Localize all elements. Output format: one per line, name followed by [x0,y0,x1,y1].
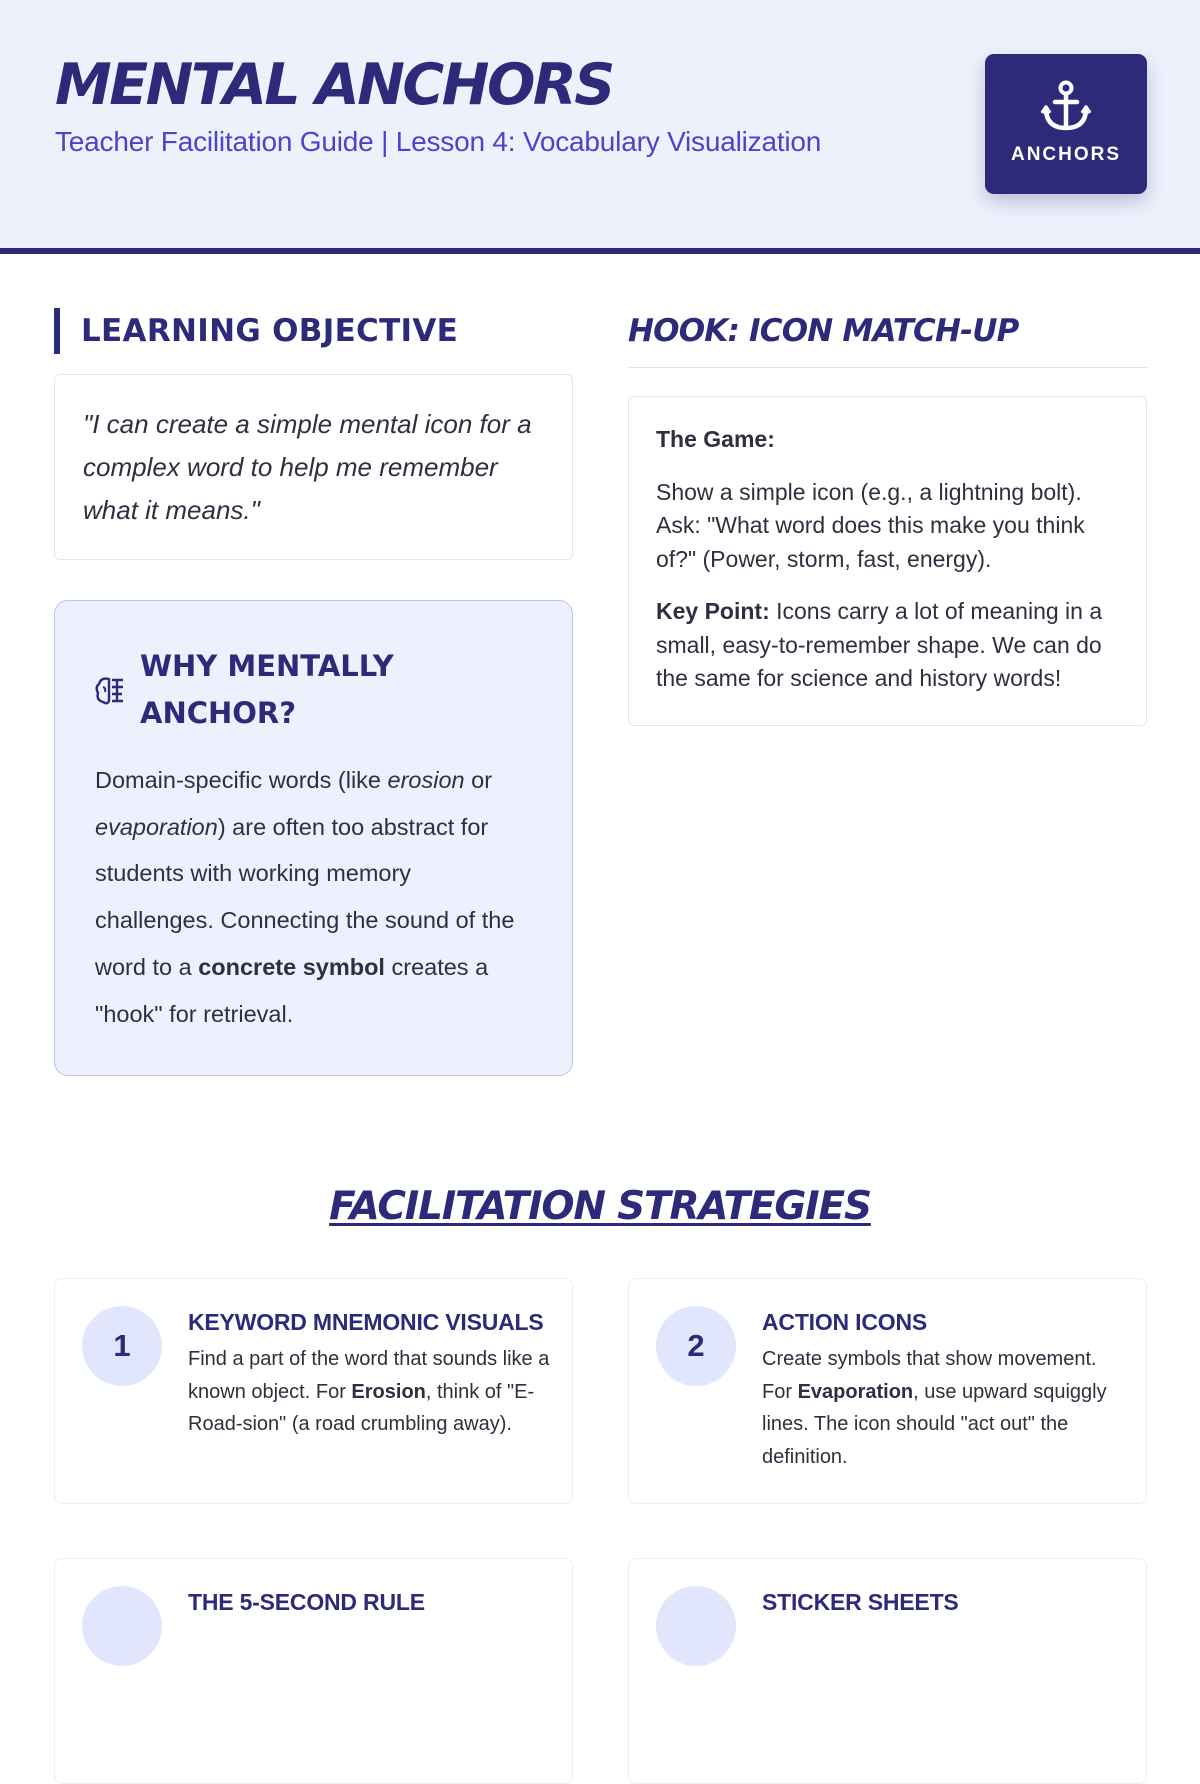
learning-objective-heading: LEARNING OBJECTIVE [54,308,574,354]
why-body-text: ) are often too abstract for students with working memory challenges. Connecting the sound of the word to a [95,813,515,980]
hook-box [628,396,1147,726]
page-header [0,0,1200,254]
why-anchor-box [54,600,573,1076]
objective-quote-box [54,374,573,560]
key-point-label: Key Point: [656,598,770,624]
why-body-term-erosion: erosion [387,767,465,793]
anchors-badge [985,54,1147,194]
strategy-title: KEYWORD MNEMONIC VISUALS [188,1309,544,1335]
brain-icon [95,675,125,707]
strategy-number: 2 [656,1306,736,1386]
strategy-number [656,1586,736,1666]
why-body-emphasis: concrete symbol [198,953,385,980]
strategy-text: , think of "E-Road-sion" (a road crumbling away). [188,1380,535,1435]
hook-heading: HOOK: ICON MATCH-UP [628,308,1148,368]
strategy-card [54,1558,573,1784]
page-title: MENTAL ANCHORS [55,52,613,118]
strategy-card [54,1278,573,1504]
strategy-title: ACTION ICONS [762,1309,927,1335]
strategy-body [762,1343,1124,1473]
strategies-heading: FACILITATION STRATEGIES [329,1184,871,1229]
strategy-text: , use upward squiggly lines. The icon should "act out" the definition. [762,1380,1107,1468]
why-anchor-title: WHY MENTALLY ANCHOR? [140,649,394,730]
strategy-card [628,1558,1147,1784]
anchor-icon [1041,80,1091,134]
objective-quote: "I can create a simple mental icon for a complex word to help me remember what it means." [83,409,532,525]
strategy-number [82,1586,162,1666]
why-body-term-evaporation: evaporation [95,813,218,840]
strategy-term: Erosion [351,1380,426,1403]
why-body-text: or [464,767,493,793]
strategy-title: THE 5-SECOND RULE [188,1589,425,1615]
strategy-body [188,1343,550,1441]
strategy-card [628,1278,1147,1504]
strategy-text: Find a part of the word that sounds like a known object. For [188,1348,550,1403]
strategy-title: STICKER SHEETS [762,1589,959,1615]
page-subtitle: Teacher Facilitation Guide | Lesson 4: Vocabulary Visualization [55,126,822,157]
why-anchor-body [95,757,535,1037]
why-body-text: creates a "hook" for retrieval. [95,953,489,1027]
key-point-text: Icons carry a lot of meaning in a small, easy-to-remember shape. We can do the same for science and history words! [656,598,1103,691]
badge-label: ANCHORS [1010,144,1122,165]
strategy-term: Evaporation [797,1380,914,1403]
game-text: Show a simple icon (e.g., a lightning bolt). Ask: "What word does this make you think of?" (Power, storm, fast, energy). [656,478,1085,572]
key-point [656,595,1118,696]
game-label: The Game: [656,426,775,452]
strategy-number: 1 [82,1306,162,1386]
why-body-text: Domain-specific words (like [95,767,388,793]
strategy-text: Create symbols that show movement. For [762,1348,1097,1403]
